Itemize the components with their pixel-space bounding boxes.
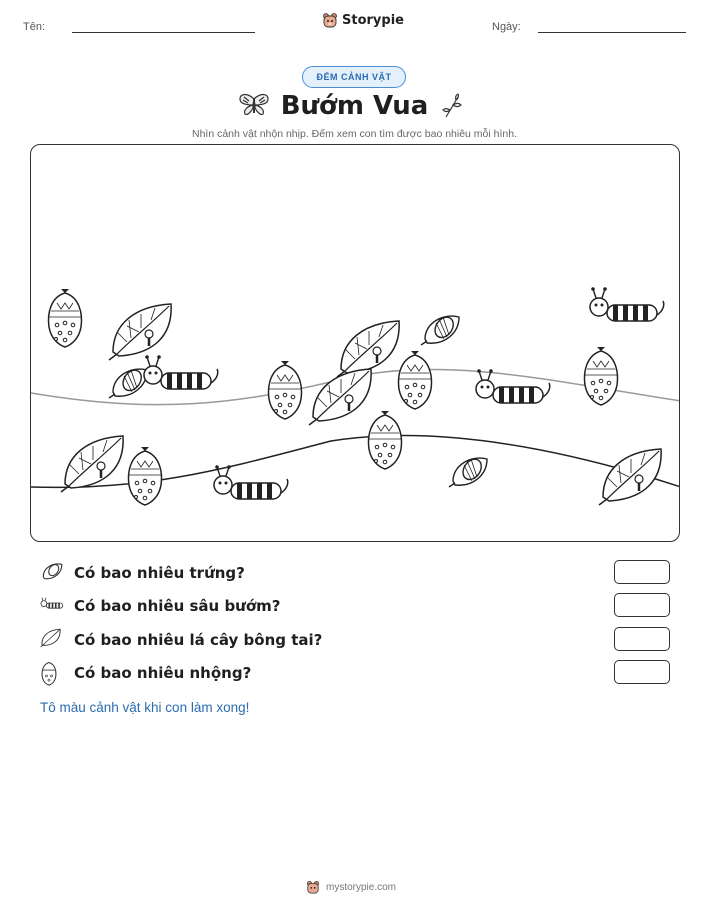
egg-illustration [109, 367, 147, 398]
leaf-illustration [109, 304, 171, 360]
chrysalis-illustration [269, 361, 302, 419]
brand-name: Storypie [342, 12, 404, 28]
leaf-illustration [599, 449, 661, 505]
chrysalis-illustration [369, 411, 402, 469]
storypie-mascot-icon [306, 880, 320, 894]
question-text: Có bao nhiêu sâu bướm? [74, 597, 281, 615]
milkweed-leaf-icon [40, 627, 62, 649]
chrysalis-illustration [49, 289, 82, 347]
question-text: Có bao nhiêu nhộng? [74, 664, 252, 682]
question-chrysalises [40, 660, 670, 686]
caterpillar-illustration [144, 355, 218, 389]
footer-url[interactable]: mystorypie.com [326, 881, 397, 893]
brand-logo [322, 12, 404, 28]
milkweed-sprig-icon [442, 93, 464, 119]
coloring-note: Tô màu cảnh vật khi con làm xong! [40, 700, 250, 715]
name-label: Tên: [23, 21, 46, 33]
egg-icon [40, 560, 64, 582]
answer-box[interactable] [614, 627, 670, 651]
scene-drawing [31, 145, 680, 542]
egg-illustration [421, 314, 459, 345]
answer-box[interactable] [614, 660, 670, 684]
answer-box[interactable] [614, 560, 670, 584]
question-text: Có bao nhiêu lá cây bông tai? [74, 631, 323, 649]
caterpillar-icon [40, 593, 66, 613]
caterpillar-illustration [590, 287, 664, 321]
egg-illustration [449, 456, 487, 487]
chrysalis-illustration [129, 447, 162, 505]
instructions: Nhìn cảnh vật nhộn nhịp. Đếm xem con tìm được bao nhiêu mỗi hình. [191, 128, 517, 140]
question-text: Có bao nhiêu trứng? [74, 564, 245, 582]
answer-box[interactable] [614, 593, 670, 617]
name-line[interactable] [72, 32, 255, 33]
page-title: Bướm Vua [280, 91, 429, 121]
footer [306, 880, 396, 894]
date-label: Ngày: [492, 21, 521, 33]
question-caterpillars [40, 593, 670, 619]
counting-scene [30, 144, 680, 542]
leaf-illustration [309, 369, 371, 425]
chrysalis-illustration [585, 347, 618, 405]
question-eggs [40, 560, 670, 586]
leaf-illustration [61, 436, 123, 492]
date-line[interactable] [538, 32, 686, 33]
storypie-mascot-icon [322, 12, 338, 28]
chrysalis-illustration [399, 351, 432, 409]
category-tag: ĐẾM CẢNH VẬT [302, 66, 406, 88]
caterpillar-illustration [214, 465, 288, 499]
question-milkweed-leaves [40, 627, 670, 653]
chrysalis-icon [40, 660, 58, 686]
caterpillar-illustration [476, 369, 550, 403]
